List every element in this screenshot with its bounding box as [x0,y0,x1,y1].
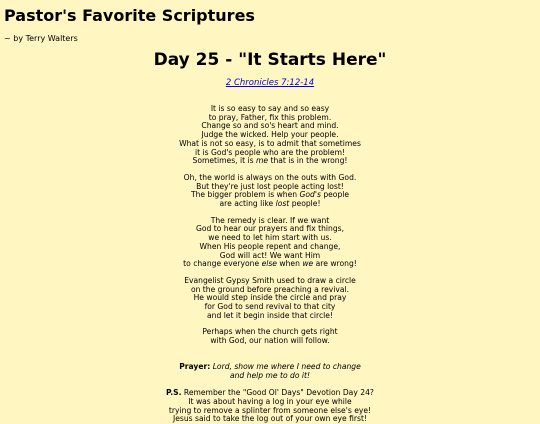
ps-label: P.S. [166,388,182,398]
stanza-line: The remedy is clear. If we want [210,215,330,225]
stanza-line: What is not so easy, is to admit that sometimes [179,138,361,148]
stanza-line: Judge the wicked. Help your people. [201,130,339,140]
stanza-line: God to hear our prayers and fix things, [195,224,345,234]
scripture-link[interactable]: 2 Chronicles 7:12-14 [225,78,315,88]
prayer-label: Prayer: [179,361,211,371]
stanza-line: Oh, the world is always on the outs with God. [183,172,357,182]
stanza-line: Perhaps when the church gets right [202,327,338,337]
devotion-content [0,50,540,424]
stanza-line: to change everyone else when we are wrong! [183,259,357,269]
ps-line: trying to remove a splinter from someone else's eye! [168,405,372,415]
stanza-line: Evangelist Gypsy Smith used to draw a circle [184,275,356,285]
stanza-line: But they're just lost people acting lost! [196,181,344,191]
stanza-line: are acting like lost people! [219,199,321,209]
stanza-line: When His people repent and change, [199,241,341,251]
stanza-line: on the ground before preaching a revival. [190,284,350,294]
stanza-5 [0,328,540,345]
stanza-3 [0,217,540,269]
stanza-line: The bigger problem is when God's people [190,190,350,200]
stanza-line: it is God's people who are the problem! [194,147,346,157]
stanza-line: Change so and so's heart and mind. [201,121,339,131]
ps-line: It was about having a log in your eye while [188,396,352,406]
stanza-line: we need to let him start with us. [208,233,332,243]
stanza-line: Sometimes, it is me that is in the wrong! [192,156,348,166]
byline: ~ by Terry Walters [4,34,78,43]
stanza-line: for God to send revival to that city [204,302,336,312]
stanza-line: He would step inside the circle and pray [193,293,347,303]
stanza-4 [0,277,540,321]
prayer-line: and help me to do it! [229,370,311,380]
stanza-line: with God, our nation will follow. [210,336,330,346]
postscript [0,389,540,424]
stanza-2 [0,174,540,209]
devotion-title: Day 25 - "It Starts Here" [153,50,387,70]
prayer-line: Prayer: Lord, show me where I need to change [179,361,361,371]
stanza-line: to pray, Father, fix this problem. [208,112,332,122]
stanza-1 [0,105,540,166]
prayer [0,363,540,380]
ps-line: P.S. Remember the "Good Ol' Days" Devotion Day 24? [166,388,374,398]
site-title: Pastor's Favorite Scriptures [4,6,255,25]
ps-line: Jesus said to take the log out of your own eye first! [172,414,368,424]
stanza-line: and let it begin inside that circle! [207,310,333,320]
stanza-line: God will act! We want Him [219,250,321,260]
stanza-line: It is so easy to say and so easy [210,104,330,113]
